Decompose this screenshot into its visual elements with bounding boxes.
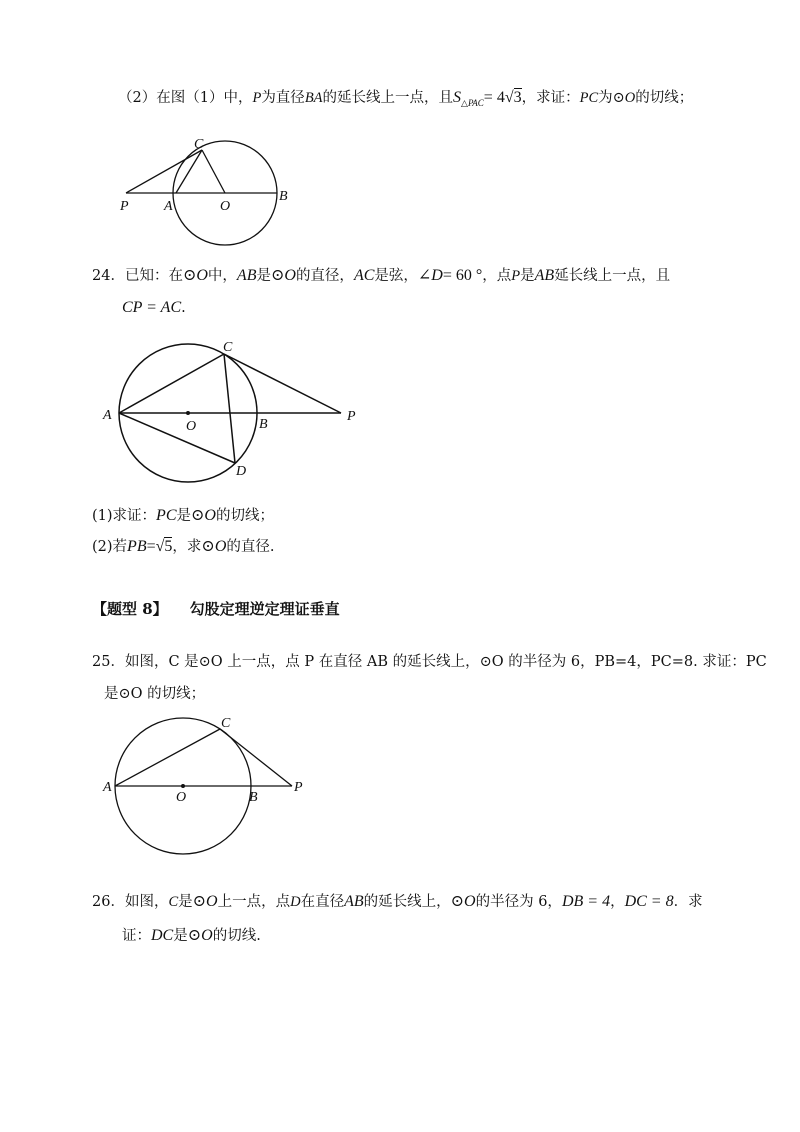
fig1-label-c: C [194, 137, 204, 152]
fig2-label-b: B [259, 417, 268, 432]
q24-line1: 24．已知：在⊙O中，AB是⊙O的直径，AC是弦，∠D= 60 °，点P是AB延长线上一点，且 [92, 267, 671, 284]
q24-sub2: (2)若PB=√5，求⊙O的直径. [92, 538, 275, 555]
fig1-label-o: O [220, 199, 231, 214]
fig3-line-cp [220, 729, 292, 786]
q26-line1: 26．如图，C是⊙O上一点，点D在直径AB的延长线上，⊙O的半径为 6，DB = 4，DC = 8．求 [92, 893, 703, 910]
q24-line2: CP = AC. [122, 299, 186, 316]
fig3-label-p: P [294, 780, 303, 795]
fig3-label-o: O [176, 790, 187, 805]
q26-line2: 证：DC是⊙O的切线. [122, 927, 261, 944]
sqrt-sign: √ [155, 538, 165, 555]
fig3-label-a: A [103, 780, 112, 795]
fig2-label-p: P [347, 409, 356, 424]
fig2-label-a: A [103, 408, 112, 423]
fig3-label-c: C [221, 716, 231, 731]
fig2-label-c: C [223, 340, 233, 355]
fig1-label-p: P [120, 199, 129, 214]
fig3-center-dot [181, 784, 185, 788]
q24-sub1: (1)求证：PC是⊙O的切线； [92, 507, 274, 524]
sqrt-sign: √ [504, 89, 514, 106]
fig1-label-a: A [164, 199, 173, 214]
q25-line1: 25．如图，C 是⊙O 上一点，点 P 在直径 AB 的延长线上，⊙O 的半径为 6，PB=4，PC=8. 求证：PC [92, 654, 767, 670]
section-heading: 【题型 8】 勾股定理逆定理证垂直 [92, 600, 340, 618]
fig3-label-b: B [249, 790, 258, 805]
q23-part2-text: （2）在图（1）中，P为直径BA的延长线上一点，且$S_{\triangle PAC}= 4√3$，求证：PC为⊙O的切线； [118, 89, 694, 108]
fig2-label-d: D [236, 464, 247, 479]
fig1-label-b: B [279, 189, 288, 204]
q25-line2: 是⊙O 的切线； [104, 686, 206, 702]
fig3-line-ac [115, 729, 220, 786]
fig2-label-o: O [186, 419, 197, 434]
